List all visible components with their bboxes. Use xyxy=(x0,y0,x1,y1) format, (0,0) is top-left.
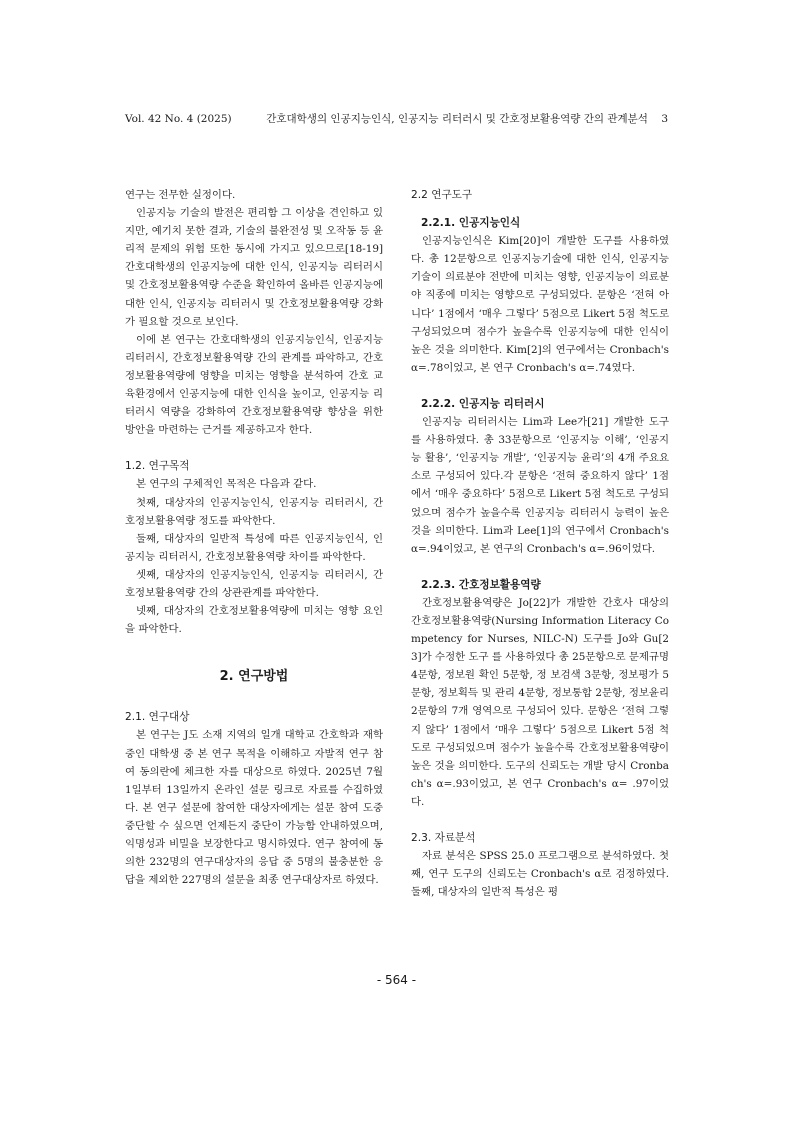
header-page-number: 3 xyxy=(661,113,668,125)
paragraph: 인공지능 기술의 발전은 편리함 그 이상을 견인하고 있지만, 예기치 못한 결과, 기술의 불완전성 및 오작동 등 윤리적 문제의 위험 또한 동시에 가지고 있으므로[18-19] 간호대학생의 인공지능에 대한 인식, 인공지능 리터러시 및 간호정보활용역량 수준을 확인하여 올바른 인공지능에 대한 인식, 인공지능 리터러시 및 간호정보활용역량 강화가 필요할 것으로 보인다. xyxy=(125,207,383,328)
running-title xyxy=(266,111,668,127)
subsection-heading-2-2-2: 2.2.2. 인공지능 리터러시 xyxy=(421,397,545,410)
chapter-heading-2: 2. 연구방법 xyxy=(219,669,289,685)
paragraph: 첫째, 대상자의 인공지능인식, 인공지능 리터러시, 간호정보활용역량 정도를 파악한다. xyxy=(125,496,383,527)
paragraph: 셋째, 대상자의 인공지능인식, 인공지능 리터러시, 간호정보활용역량 간의 상관관계를 파악한다. xyxy=(125,568,383,599)
paragraph: 연구는 전무한 실정이다. xyxy=(125,189,236,201)
subsection-heading-2-2-3: 2.2.3. 간호정보활용역량 xyxy=(421,578,541,591)
running-header xyxy=(125,111,668,127)
running-title-text: 간호대학생의 인공지능인식, 인공지능 리터러시 및 간호정보활용역량 간의 관계분석 xyxy=(266,113,648,125)
paragraph: 본 연구의 구체적인 목적은 다음과 같다. xyxy=(136,478,317,491)
paragraph: 본 연구는 J도 소재 지역의 일개 대학교 간호학과 재학 중인 대학생 중 본 연구 목적을 이해하고 자발적 연구 참여 동의란에 체크한 자를 대상으로 하였다. 2025년 7월 1일부터 13일까지 온라인 설문 링크로 자료를 수집하였다. 본 연구 설문에 참여한 대상자에게는 설문 참여 도중 중단할 수 싶으면 언제든지 중단이 가능함 안내하였으며, 익명성과 비밀을 보장한다고 명시하였다. 연구 참여에 동의한 232명의 연구대상자의 응답 중 5명의 불충분한 응답을 제외한 227명의 설문을 최종 연구대상자로 하였다. xyxy=(125,729,383,887)
subsection-heading-2-2-1: 2.2.1. 인공지능인식 xyxy=(421,217,521,230)
paragraph: 둘째, 대상자의 일반적 특성에 따른 인공지능인식, 인공지능 리터러시, 간호정보활용역량 차이를 파악한다. xyxy=(125,532,383,563)
section-heading-2-1: 2.1. 연구대상 xyxy=(125,711,190,724)
journal-volume: Vol. 42 No. 4 (2025) xyxy=(125,113,232,125)
page-footer-number: - 564 - xyxy=(376,973,417,987)
paragraph: 간호정보활용역량은 Jo[22]가 개발한 간호사 대상의 간호정보활용역량(Nursing Information Literacy Competency for Nurses, NILC-N) 도구를 Jo와 Gu[23]가 수정한 도구 를 사용하였다 총 25문항으로 문제규명 4문항, 정보원 확인 5문항, 정 보검색 3문항, 정보평가 5문항, 정보획득 및 관리 4문항, 정보통합 2문항, 정보윤리 2문항의 7개 영역으로 구성되어 있다. 문항은 ‘전혀 그렇지 않다’ 1점에서 ‘매우 그렇다’ 5점으로 Likert 5점 척도로 구성되었으며 점수가 높을수록 간호정보활용역량이 높은 것을 의미한다. 도구의 신뢰도는 개발 당시 Cronbach's α=.93이었고, 본 연구 Cronbach's α= .97이었다. xyxy=(411,596,669,808)
section-heading-2-2: 2.2 연구도구 xyxy=(411,189,473,201)
paragraph: 인공지능인식은 Kim[20]이 개발한 도구를 사용하였다. 총 12문항으로 인공지능기술에 대한 인식, 인공지능 기술이 의료분야 전반에 미치는 영향, 인공지능이 의료분야 직종에 미치는 영향으로 구성되었다. 문항은 ‘전혀 아니다’ 1점에서 ‘매우 그렇다’ 5점으로 Likert 5점 척도로 구성되었으며 점수가 높을수록 인공지능에 대한 인식이 높은 것을 의미한다. Kim[2]의 연구에서는 Cronbach's α=.78이었고, 본 연구 Cronbach's α=.74였다. xyxy=(411,235,669,374)
right-column xyxy=(411,186,669,901)
paragraph: 이에 본 연구는 간호대학생의 인공지능인식, 인공지능 리터러시, 간호정보활용역량 간의 관계를 파악하고, 간호정보활용역량에 영향을 미치는 영향을 분석하여 간호 교육환경에서 인공지능에 대한 인식을 높이고, 인공지능 리터러시 역량을 강화하여 간호정보활용역량 향상을 위한 방안을 마련하는 근거를 제공하고자 한다. xyxy=(125,333,383,437)
paragraph: 인공지능 리터러시는 Lim과 Lee가[21] 개발한 도구를 사용하였다. 총 33문항으로 ‘인공지능 이해’, ‘인공지능 활용’, ‘인공지능 개발’, ‘인공지능 윤리’의 4개 주요요소로 구성되어 있다.각 문항은 ‘전혀 중요하지 않다’ 1점에서 ‘매우 중요하다’ 5점으로 Likert 5점 척도로 구성되었으며 점수가 높을수록 인공지능 리터러시 능력이 높은 것을 의미한다. Lim과 Lee[1]의 연구에서 Cronbach's α=.94이었고, 본 연구의 Cronbach's α=.96이었다. xyxy=(411,416,669,555)
paragraph: 넷째, 대상자의 간호정보활용역량에 미치는 영향 요인을 파악한다. xyxy=(125,605,383,636)
left-column xyxy=(125,186,383,889)
section-heading-1-2: 1.2. 연구목적 xyxy=(125,460,190,473)
paragraph: 자료 분석은 SPSS 25.0 프로그램으로 분석하였다. 첫째, 연구 도구의 신뢰도는 Cronbach's α로 검정하였다. 둘째, 대상자의 일반적 특성은 평 xyxy=(411,850,669,899)
section-heading-2-3: 2.3. 자료분석 xyxy=(411,832,476,844)
